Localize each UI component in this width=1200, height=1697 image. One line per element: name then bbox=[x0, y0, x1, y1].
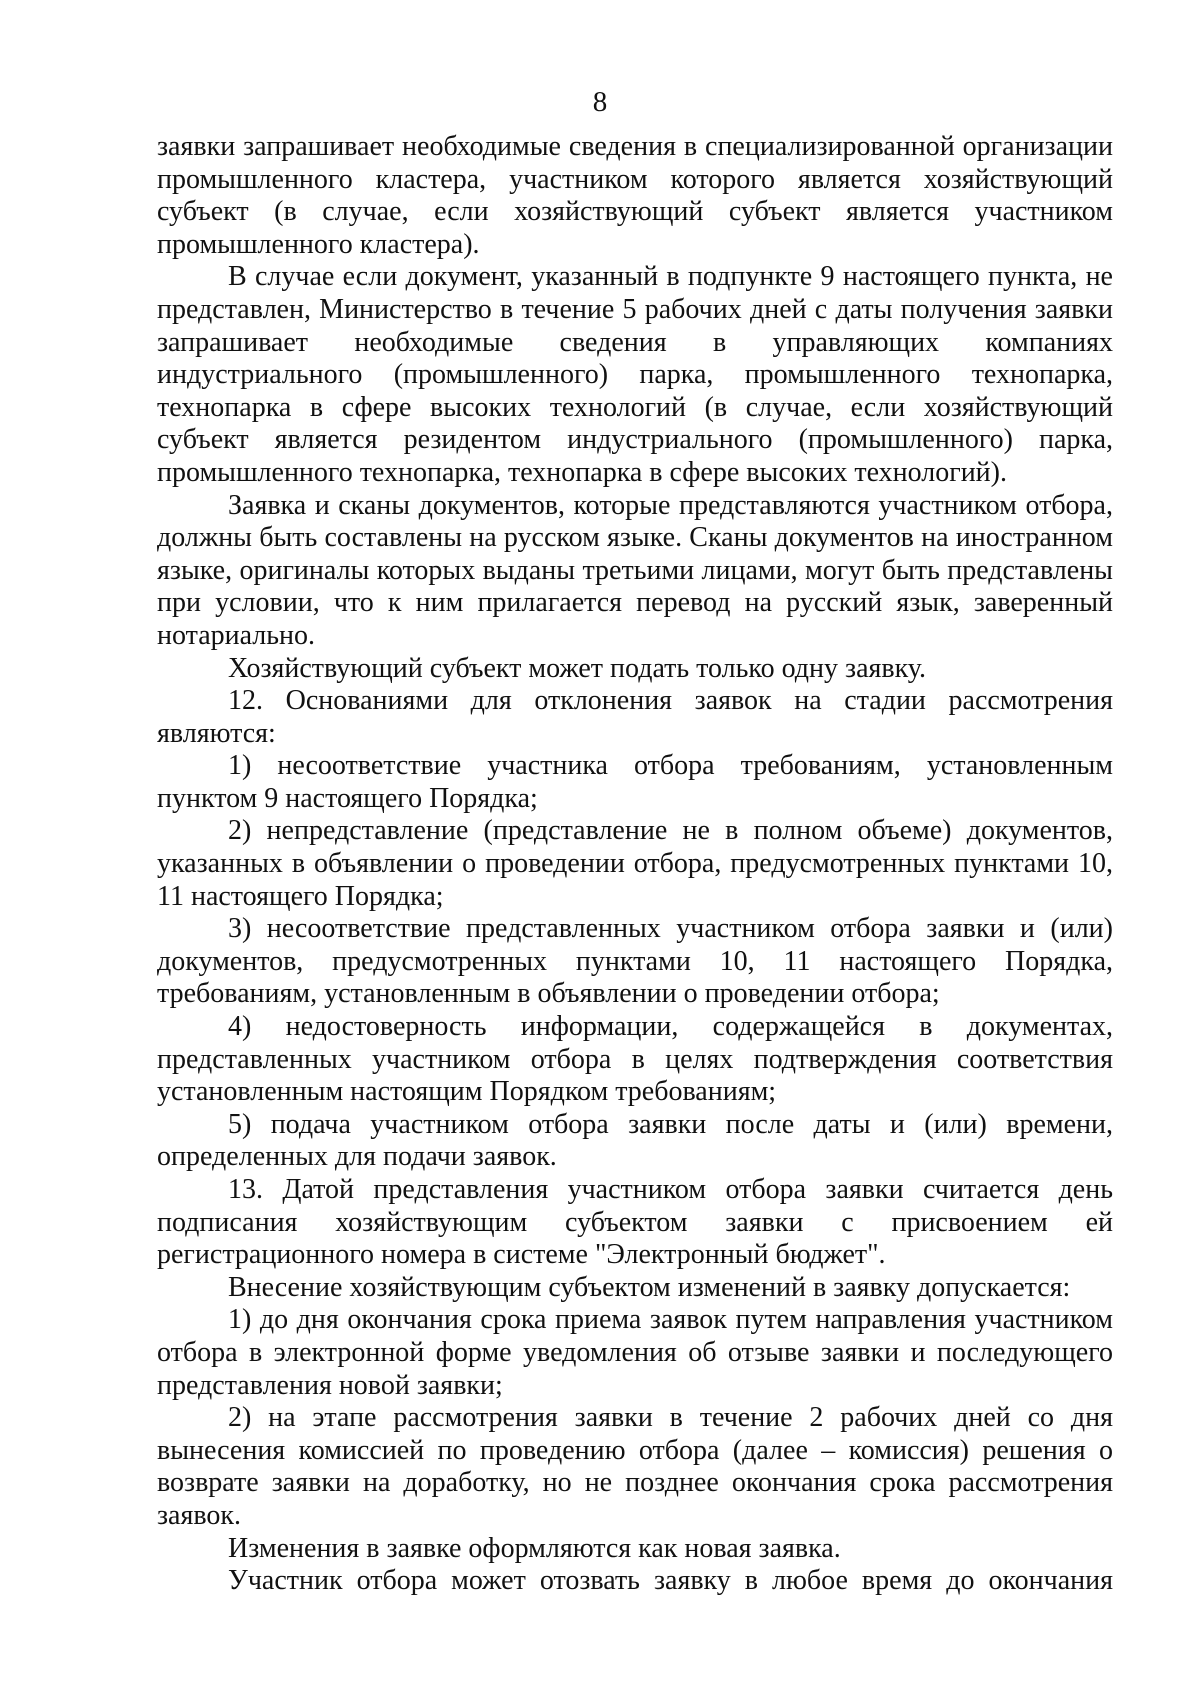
paragraph-continuation: заявки запрашивает необходимые сведения в специализированной организации промышленного кластера, участником которого является хозяйствующий субъект (в случае, если хозяйствующий субъект является участником промышленного кластера). bbox=[157, 131, 1113, 260]
paragraph-industrial-park: В случае если документ, указанный в подпункте 9 настоящего пункта, не представлен, Министерство в течение 5 рабочих дней с даты получения заявки запрашивает необходимые сведения в управляющих компаниях индустриального (промышленного) парка, промышленного технопарка, технопарка в сфере высоких технологий (в случае, если хозяйствующий субъект является резидентом индустриального (промышленного) парка, промышленного технопарка, технопарка в сфере высоких технологий). bbox=[157, 261, 1113, 488]
paragraph-clause-12: 12. Основаниями для отклонения заявок на стадии рассмотрения являются: bbox=[157, 685, 1113, 749]
paragraph-changes-item-2: 2) на этапе рассмотрения заявки в течение 2 рабочих дней со дня вынесения комиссией по проведению отбора (далее – комиссия) решения о возврате заявки на доработку, но не позднее окончания срока рассмотрения заявок. bbox=[157, 1402, 1113, 1531]
paragraph-changes-item-1: 1) до дня окончания срока приема заявок путем направления участником отбора в электронной форме уведомления об отзыве заявки и последующего представления новой заявки; bbox=[157, 1304, 1113, 1401]
paragraph-withdrawal: Участник отбора может отозвать заявку в любое время до окончания bbox=[228, 1565, 1113, 1597]
paragraph-clause-12-item-5: 5) подача участником отбора заявки после даты и (или) времени, определенных для подачи заявок. bbox=[157, 1108, 1113, 1173]
paragraph-changes-allowed: Внесение хозяйствующим субъектом изменений в заявку допускается: bbox=[228, 1271, 1071, 1303]
page-number: 8 bbox=[592, 86, 608, 118]
paragraph-clause-12-item-4: 4) недостоверность информации, содержащейся в документах, представленных участником отбора в целях подтверждения соответствия установленным настоящим Порядком требованиям; bbox=[157, 1011, 1113, 1108]
paragraph-language: Заявка и сканы документов, которые представляются участником отбора, должны быть составлены на русском языке. Сканы документов на иностранном языке, оригиналы которых выданы третьими лицами, могут быть представлены при условии, что к ним прилагается перевод на русский язык, заверенный нотариально. bbox=[157, 489, 1113, 651]
paragraph-clause-12-item-1: 1) несоответствие участника отбора требованиям, установленным пунктом 9 настоящего Порядка; bbox=[157, 750, 1113, 814]
document-body bbox=[157, 131, 1113, 1598]
paragraph-clause-13: 13. Датой представления участником отбора заявки считается день подписания хозяйствующим субъектом заявки с присвоением ей регистрационного номера в системе "Электронный бюджет". bbox=[157, 1174, 1113, 1271]
paragraph-one-application: Хозяйствующий субъект может подать только одну заявку. bbox=[228, 652, 927, 684]
paragraph-clause-12-item-3: 3) несоответствие представленных участником отбора заявки и (или) документов, предусмотренных пунктами 10, 11 настоящего Порядка, требованиям, установленным в объявлении о проведении отбора; bbox=[157, 913, 1113, 1010]
paragraph-clause-12-item-2: 2) непредставление (представление не в полном объеме) документов, указанных в объявлении о проведении отбора, предусмотренных пунктами 10, 11 настоящего Порядка; bbox=[157, 815, 1113, 912]
paragraph-changes-new-application: Изменения в заявке оформляются как новая заявка. bbox=[228, 1532, 841, 1564]
